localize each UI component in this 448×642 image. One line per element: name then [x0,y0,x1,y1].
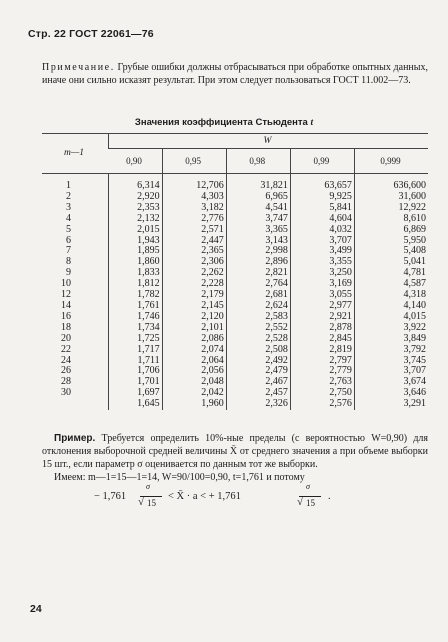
table-cell: 5,041 [354,257,428,268]
row-m-value: 28 [61,376,71,388]
table-cell: 4,032 [290,225,354,236]
formula-middle: < X̄ · a < + 1,761 [168,491,241,502]
table-cell: 2,228 [162,279,226,290]
sqrt-symbol-1: √ [138,496,145,508]
row-m-value: 5 [66,223,71,235]
table-cell: 2,624 [226,301,290,312]
table-row [42,334,428,345]
table-header-row-group [42,134,428,149]
table-cell: 3,849 [354,334,428,345]
table-cell: 2,921 [290,312,354,323]
example-body [42,432,428,471]
table-row [42,236,428,247]
table-row [42,181,428,192]
table-cell: 4,015 [354,312,428,323]
confidence-formula [94,482,394,516]
row-m-value: 16 [61,310,71,322]
table-cell: 3,646 [354,388,428,399]
table-cell: 2,365 [162,246,226,257]
table-row [42,290,428,301]
table-cell: 31,600 [354,192,428,203]
table-cell: 9,925 [290,192,354,203]
table-cell: 5,408 [354,246,428,257]
example-label: Пример. [54,433,96,444]
formula-sqrt-arg-1: 15 [147,498,156,508]
table-cell: 1,812 [109,279,163,290]
row-m-value: 10 [61,278,71,290]
sqrt-symbol-2: √ [297,496,304,508]
table-cell: 2,120 [162,312,226,323]
table-cell: 2,179 [162,290,226,301]
table-cell: 3,143 [226,236,290,247]
row-m-value: 1 [66,180,71,191]
table-cell: 2,845 [290,334,354,345]
table-cell: 1,725 [109,334,163,345]
table-cell: 3,745 [354,356,428,367]
table-cell: 1,833 [109,268,163,279]
table-cell: 8,610 [354,214,428,225]
table-cell: 1,645 [109,399,163,410]
table-row [42,192,428,203]
table-cell: 2,101 [162,323,226,334]
table-cell: 2,048 [162,377,226,388]
table-title-text: Значения коэффициента Стьюдента [134,117,308,128]
note-label: Примечание. [42,62,115,73]
table-cell: 3,707 [290,236,354,247]
row-m-value: 4 [66,212,71,224]
formula-sigma-1: σ [146,482,150,491]
table-row [42,345,428,356]
table-cell: 3,182 [162,203,226,214]
table-row [42,377,428,388]
table-cell: 3,747 [226,214,290,225]
column-header: 0,90 [109,149,163,174]
row-m-value: 12 [61,289,71,301]
row-m-value: 3 [66,201,71,213]
table-row [42,214,428,225]
table-row [42,225,428,236]
table-cell: 2,326 [226,399,290,410]
table-cell: 4,318 [354,290,428,301]
table-cell: 3,922 [354,323,428,334]
row-m-value: 9 [66,267,71,279]
table-row [42,246,428,257]
table-cell: 4,604 [290,214,354,225]
table-cell: 2,479 [226,366,290,377]
row-m-value: 22 [61,343,71,355]
table-cell: 2,467 [226,377,290,388]
row-m-value: 2 [66,190,71,202]
table-cell: 2,779 [290,366,354,377]
note-text: Грубые ошибки должны отбрасываться при обработке опытных данных, иначе они сильно исказят результат. При этом следует пользоваться ГОСТ 11.002—73. [42,62,428,86]
table-cell: 636,600 [354,181,428,192]
table-cell: 2,492 [226,356,290,367]
table-cell: 2,681 [226,290,290,301]
table-cell: 2,056 [162,366,226,377]
table-row [42,399,428,410]
table-cell: 4,303 [162,192,226,203]
table-row [42,388,428,399]
table-cell: 3,499 [290,246,354,257]
table-row [42,323,428,334]
table-cell: 1,860 [109,257,163,268]
table-cell: 6,965 [226,192,290,203]
table-cell: 2,576 [290,399,354,410]
row-m-value: 7 [66,245,71,257]
group-header-w: W [109,134,429,149]
row-header-m: m—1 [42,134,109,174]
table-cell: 2,074 [162,345,226,356]
table-cell: 3,169 [290,279,354,290]
formula-sqrt-arg-2: 15 [306,498,315,508]
table-cell: 3,355 [290,257,354,268]
table-cell: 2,086 [162,334,226,345]
table-cell: 2,571 [162,225,226,236]
note-paragraph [42,61,428,87]
table-cell: 4,587 [354,279,428,290]
table-cell: 2,920 [109,192,163,203]
student-coefficient-table [42,133,428,410]
table-cell: 3,291 [354,399,428,410]
table-cell: 63,657 [290,181,354,192]
spacer-cell [42,174,109,182]
table-cell: 2,262 [162,268,226,279]
table-cell: 2,353 [109,203,163,214]
table-cell: 12,922 [354,203,428,214]
table-cell: 2,508 [226,345,290,356]
table-cell: 3,055 [290,290,354,301]
table-row [42,356,428,367]
table-cell: 5,950 [354,236,428,247]
table-cell: 2,896 [226,257,290,268]
row-m-value: 24 [61,354,71,366]
table-cell: 5,841 [290,203,354,214]
row-m-value: 8 [66,256,71,268]
table-cell: 1,717 [109,345,163,356]
table-cell: 4,140 [354,301,428,312]
example-given: Имеем: m—1=15—1=14, W=90/100=0,90, t=1,761 и потому [54,472,305,483]
table-cell: 1,701 [109,377,163,388]
page-number: 24 [30,603,42,615]
table-cell: 2,552 [226,323,290,334]
table-cell: 2,145 [162,301,226,312]
table-cell: 2,977 [290,301,354,312]
table-cell: 3,365 [226,225,290,236]
table-cell: 1,943 [109,236,163,247]
table-cell: 2,583 [226,312,290,323]
table-cell: 6,314 [109,181,163,192]
table-row [42,366,428,377]
formula-end: . [328,491,331,502]
row-m-value: 20 [61,332,71,344]
table-row [42,257,428,268]
table-cell: 1,706 [109,366,163,377]
table-cell: 2,132 [109,214,163,225]
table-cell: 2,821 [226,268,290,279]
table-cell: 2,878 [290,323,354,334]
table-cell: 1,734 [109,323,163,334]
formula-sigma-2: σ [306,482,310,491]
row-m-value [42,399,109,410]
table-cell: 3,792 [354,345,428,356]
table-cell: 1,782 [109,290,163,301]
table-cell: 3,707 [354,366,428,377]
example-text: Требуется определить 10%-ные пределы (с вероятностью W=0,90) для отклонения выборочной средней величины X̄ от среднего значения a при объеме выборки 15 шт., если параметр σ оценивается по данным тот же выборки. [42,433,428,470]
table-cell: 2,797 [290,356,354,367]
table-cell: 6,869 [354,225,428,236]
table-cell: 2,764 [226,279,290,290]
table-row [42,203,428,214]
table-cell: 2,528 [226,334,290,345]
table-cell: 1,746 [109,312,163,323]
example-paragraph [42,432,428,484]
table-title-symbol: t [310,118,314,128]
table-cell: 2,064 [162,356,226,367]
table-cell: 31,821 [226,181,290,192]
table-cell: 1,895 [109,246,163,257]
table-cell: 4,541 [226,203,290,214]
table-cell: 2,750 [290,388,354,399]
table-row [42,268,428,279]
table-cell: 2,998 [226,246,290,257]
row-m-value: 26 [61,365,71,377]
table-cell: 1,711 [109,356,163,367]
table-cell: 2,819 [290,345,354,356]
table-cell: 4,781 [354,268,428,279]
table-row [42,279,428,290]
table-cell: 2,763 [290,377,354,388]
table-cell: 2,306 [162,257,226,268]
table-cell: 12,706 [162,181,226,192]
table-cell: 1,761 [109,301,163,312]
table-row [42,312,428,323]
row-m-value: 14 [61,299,71,311]
table-cell: 2,015 [109,225,163,236]
table-title [0,117,448,128]
column-header: 0,95 [162,149,226,174]
column-header: 0,98 [226,149,290,174]
table-cell: 2,457 [226,388,290,399]
formula-left-coef: − 1,761 [94,491,127,502]
table-cell: 2,776 [162,214,226,225]
page-header: Стр. 22 ГОСТ 22061—76 [28,28,154,40]
table-cell: 3,674 [354,377,428,388]
table-cell: 2,447 [162,236,226,247]
table-cell: 3,250 [290,268,354,279]
table-row [42,301,428,312]
row-m-value: 6 [66,234,71,246]
table-cell: 2,042 [162,388,226,399]
row-m-value: 18 [61,321,71,333]
column-header: 0,99 [290,149,354,174]
table-spacer [42,174,428,182]
row-m-value: 30 [61,387,71,399]
column-header: 0,999 [354,149,428,174]
table-cell: 1,697 [109,388,163,399]
table-cell: 1,960 [162,399,226,410]
